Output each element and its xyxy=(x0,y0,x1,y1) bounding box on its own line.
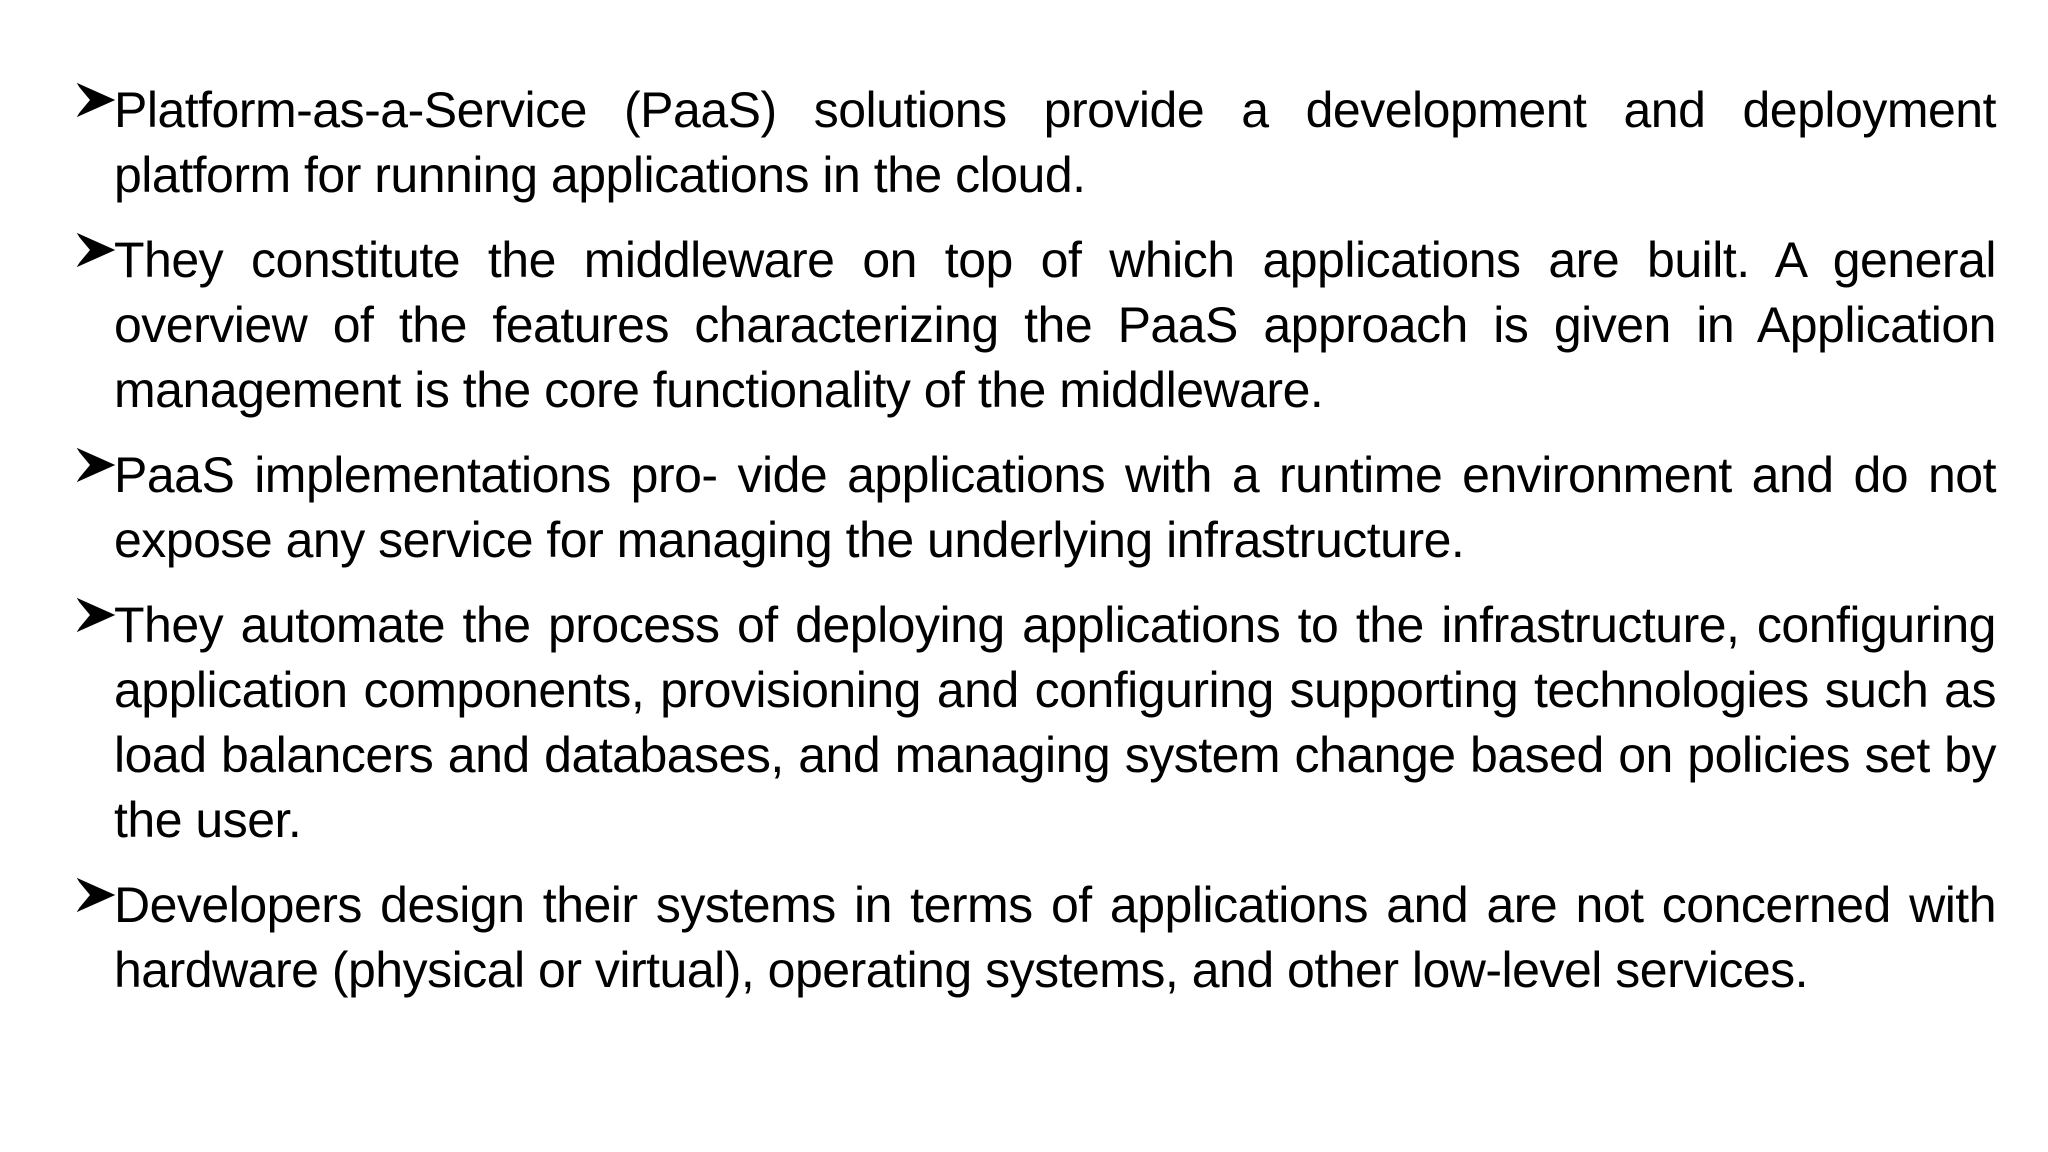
arrowhead-bullet-icon xyxy=(76,445,116,495)
arrowhead-bullet-icon xyxy=(76,230,116,280)
bullet-item xyxy=(76,443,1996,573)
bullet-list xyxy=(76,78,1996,1023)
bullet-item xyxy=(76,78,1996,208)
arrowhead-bullet-icon xyxy=(76,595,116,645)
bullet-item xyxy=(76,228,1996,423)
bullet-text: They constitute the middleware on top of which applications are built. A general overview of the features characterizing the PaaS approach is given in Application management is the core functionality of the middleware. xyxy=(114,232,1996,418)
arrowhead-bullet-icon xyxy=(76,875,116,925)
bullet-text: Developers design their systems in terms of applications and are not concerned with hardware (physical or virtual), operating systems, and other low-level services. xyxy=(114,877,1996,998)
bullet-item xyxy=(76,593,1996,853)
arrowhead-bullet-icon xyxy=(76,80,116,130)
bullet-text: They automate the process of deploying applications to the infrastructure, configuring application components, provisioning and configuring supporting technologies such as load balancers and databases, and managing system change based on policies set by the user. xyxy=(114,597,1996,848)
bullet-item xyxy=(76,873,1996,1003)
bullet-text: PaaS implementations pro- vide applications with a runtime environment and do not expose any service for managing the underlying infrastructure. xyxy=(114,447,1996,568)
bullet-text: Platform-as-a-Service (PaaS) solutions provide a development and deployment platform for running applications in the cloud. xyxy=(114,82,1996,203)
